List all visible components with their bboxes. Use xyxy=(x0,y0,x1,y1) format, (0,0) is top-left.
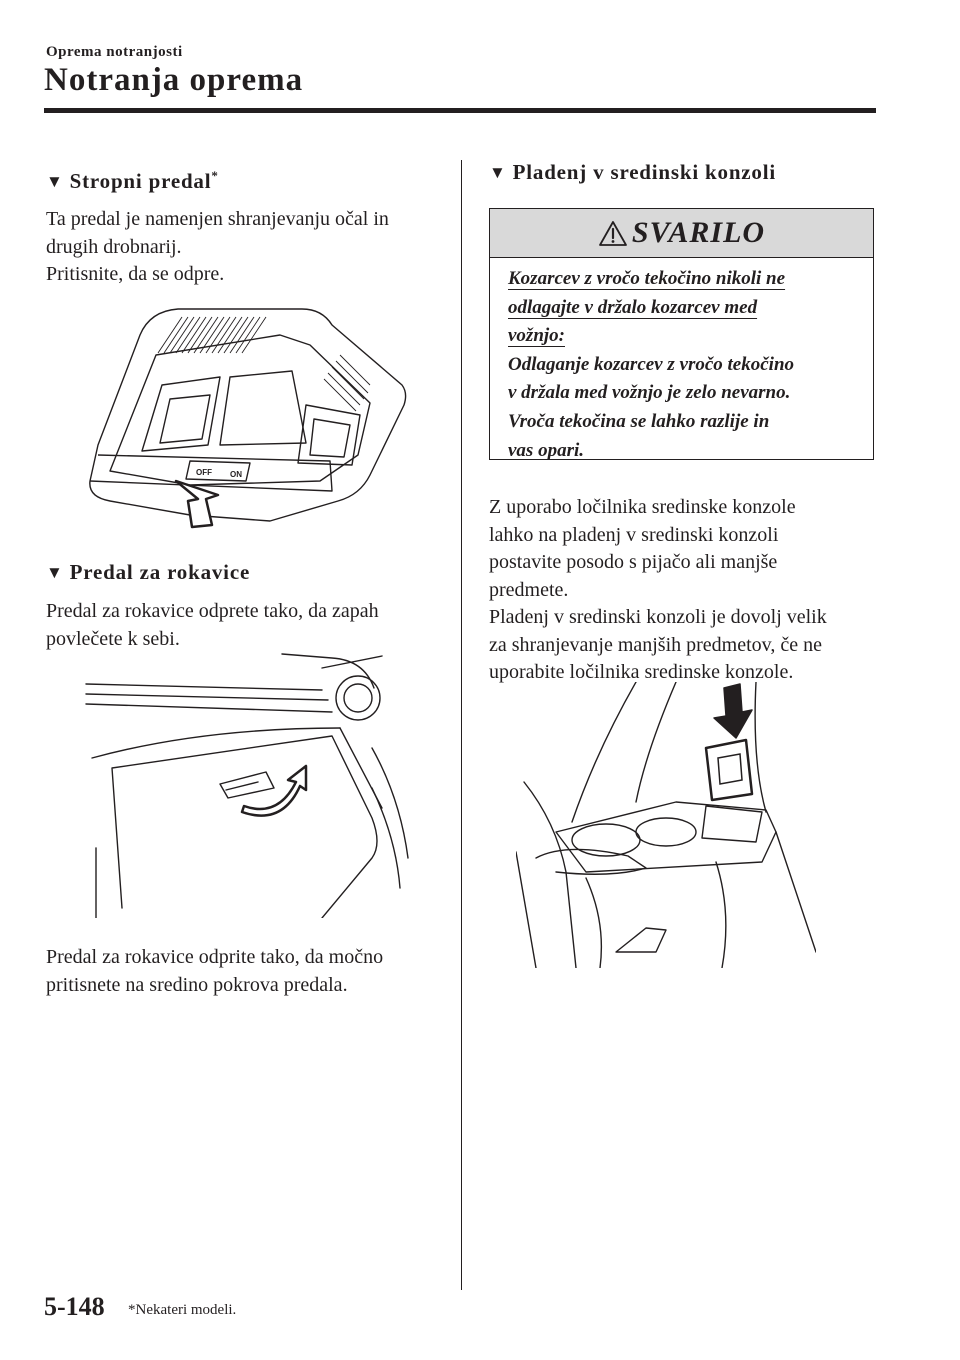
off-label: OFF xyxy=(196,468,212,477)
text-line: Predal za rokavice odprite tako, da močno xyxy=(46,946,384,968)
text-line: drugih drobnarij. xyxy=(46,235,182,258)
text-line: povlečete k sebi. xyxy=(46,627,180,650)
column-divider xyxy=(461,160,462,1290)
warning-line: Vroča tekočina se lahko razlije in xyxy=(508,410,770,432)
section-title: Predal za rokavice xyxy=(69,560,251,584)
text-line: predmete. xyxy=(489,578,569,601)
text-line: Z uporabo ločilnika sredinske konzole xyxy=(489,496,796,518)
text-line: Ta predal je namenjen shranjevanju očal in xyxy=(46,208,389,230)
warning-body xyxy=(508,265,860,465)
section-title: Pladenj v sredinski konzoli xyxy=(512,160,776,184)
section-heading-console-tray xyxy=(489,160,776,185)
glove-box-illustration xyxy=(82,648,412,918)
asterisk-mark: * xyxy=(211,168,219,183)
section2-text2 xyxy=(46,944,446,999)
text-line: pritisnete na sredino pokrova predala. xyxy=(46,973,348,996)
text-line: Pritisnite, da se odpre. xyxy=(46,263,225,285)
text-line: Pladenj v sredinski konzoli je dovolj velik xyxy=(489,606,827,628)
text-line: postavite posodo s pijačo ali manjše xyxy=(489,551,778,573)
section2-text1 xyxy=(46,598,446,653)
breadcrumb: Oprema notranjosti xyxy=(46,44,183,60)
warning-line: v držala med vožnjo je zelo nevarno. xyxy=(508,382,791,404)
down-arrow-icon xyxy=(714,684,752,738)
section3-text xyxy=(489,494,881,687)
footnote: *Nekateri modeli. xyxy=(128,1302,237,1318)
curved-arrow-icon xyxy=(242,766,306,816)
console-tray-illustration xyxy=(516,682,816,968)
warning-line: vas opari. xyxy=(508,439,584,461)
warning-line: Odlaganje kozarcev z vročo tekočino xyxy=(508,353,795,375)
on-label: ON xyxy=(230,470,242,479)
warning-header xyxy=(490,209,873,258)
warning-line: Kozarcev z vročo tekočino nikoli ne xyxy=(508,268,786,289)
divider-plate xyxy=(706,740,752,800)
warning-box xyxy=(489,208,874,460)
section-heading-glove-box xyxy=(46,560,250,585)
warning-triangle-icon xyxy=(598,220,628,247)
page-title: Notranja oprema xyxy=(44,62,304,98)
triangle-bullet-icon: ▼ xyxy=(46,563,64,582)
text-line: uporabite ločilnika sredinske konzole. xyxy=(489,661,794,683)
warning-title: SVARILO xyxy=(631,216,766,249)
text-line: lahko na pladenj v sredinski konzoli xyxy=(489,523,779,546)
warning-line: odlagajte v držalo kozarcev med xyxy=(508,296,758,318)
warning-line: vožnjo: xyxy=(508,325,565,347)
section1-text xyxy=(46,206,446,289)
section-title: Stropni predal xyxy=(69,169,212,193)
section-heading-ceiling-drawer xyxy=(46,168,219,194)
title-rule xyxy=(44,108,876,113)
up-arrow-icon xyxy=(176,481,218,527)
triangle-bullet-icon: ▼ xyxy=(46,172,64,191)
text-line: za shranjevanje manjših predmetov, če ne xyxy=(489,633,823,656)
ceiling-drawer-illustration xyxy=(70,295,410,535)
text-line: Predal za rokavice odprete tako, da zapah xyxy=(46,600,379,622)
page-number: 5-148 xyxy=(44,1292,105,1321)
triangle-bullet-icon: ▼ xyxy=(489,163,507,182)
